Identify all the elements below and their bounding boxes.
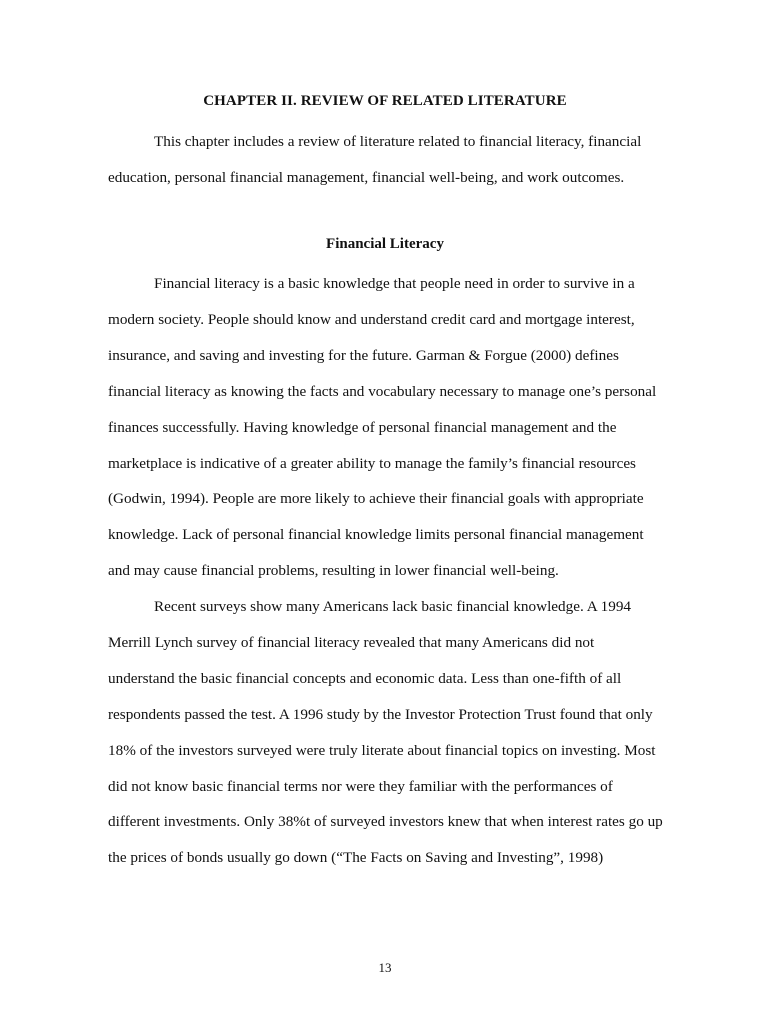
paragraph-line: the prices of bonds usually go down (“The Facts on Saving and Investing”, 1998) xyxy=(108,849,604,867)
paragraph-line: insurance, and saving and investing for the future. Garman & Forgue (2000) defines xyxy=(108,346,619,364)
page-number: 13 xyxy=(378,960,392,975)
paragraph-line: different investments. Only 38%t of surveyed investors knew that when interest rates go up xyxy=(108,813,663,831)
paragraph-line: marketplace is indicative of a greater ability to manage the family’s financial resources xyxy=(108,454,636,472)
chapter-title: CHAPTER II. REVIEW OF RELATED LITERATURE xyxy=(203,93,567,109)
paragraph-line: knowledge. Lack of personal financial knowledge limits personal financial management xyxy=(108,526,644,544)
body-paragraph-1 xyxy=(108,266,664,589)
paragraph-line: education, personal financial management, financial well-being, and work outcomes. xyxy=(108,168,625,186)
paragraph-line: (Godwin, 1994). People are more likely to achieve their financial goals with appropriate xyxy=(108,490,644,508)
paragraph-line: modern society. People should know and understand credit card and mortgage interest, xyxy=(108,310,635,328)
paragraph-line: and may cause financial problems, resulting in lower financial well-being. xyxy=(108,562,559,580)
paragraph-line: Merrill Lynch survey of financial literacy revealed that many Americans did not xyxy=(108,633,595,651)
paragraph-line: financial literacy as knowing the facts and vocabulary necessary to manage one’s personal xyxy=(108,382,657,400)
paragraph-line: This chapter includes a review of literature related to financial literacy, financial xyxy=(154,133,642,150)
paragraph-line: Financial literacy is a basic knowledge that people need in order to survive in a xyxy=(154,275,635,292)
body-paragraph-2 xyxy=(108,589,664,876)
paragraph-line: did not know basic financial terms nor were they familiar with the performances of xyxy=(108,777,613,795)
paragraph-line: 18% of the investors surveyed were truly literate about financial topics on investing. Most xyxy=(108,741,656,759)
paragraph-line: respondents passed the test. A 1996 study by the Investor Protection Trust found that only xyxy=(108,705,653,723)
paragraph-line: Recent surveys show many Americans lack basic financial knowledge. A 1994 xyxy=(154,598,632,615)
paragraph-line: finances successfully. Having knowledge of personal financial management and the xyxy=(108,418,617,436)
paragraph-line: understand the basic financial concepts and economic data. Less than one-fifth of all xyxy=(108,669,622,687)
section-heading: Financial Literacy xyxy=(326,236,444,252)
intro-paragraph xyxy=(108,124,664,196)
